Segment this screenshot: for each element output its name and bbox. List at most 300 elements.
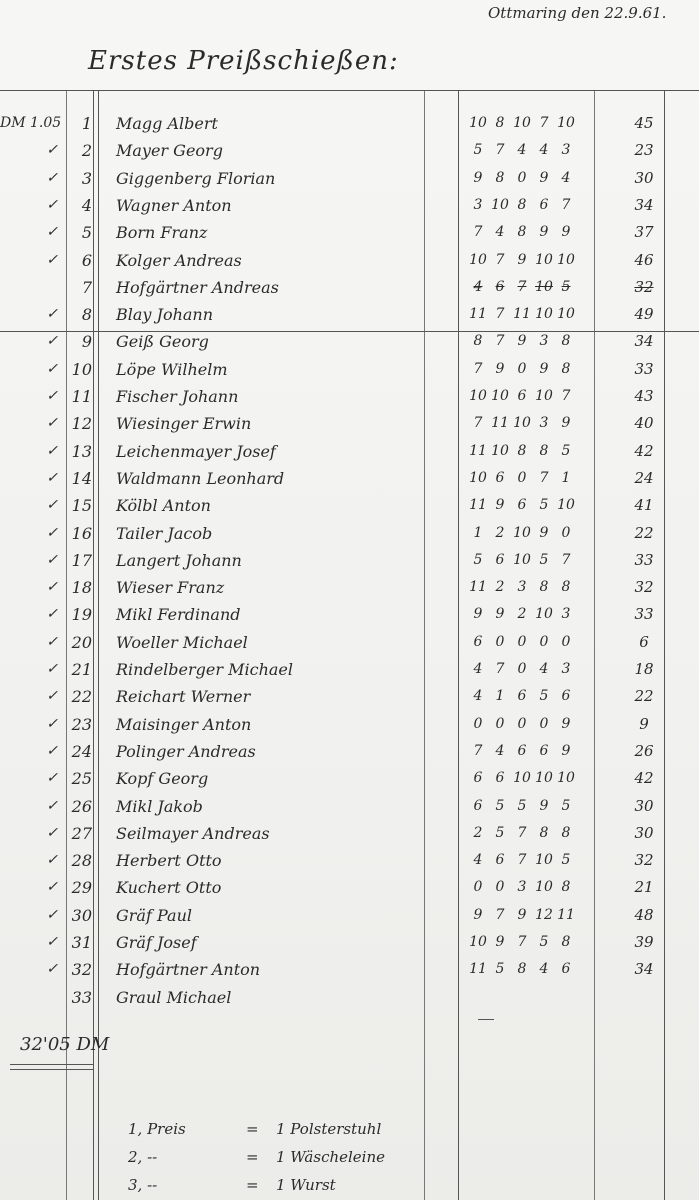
entry-number: 9 bbox=[81, 332, 92, 352]
shot-score: 10 bbox=[513, 415, 531, 432]
entry-number: 25 bbox=[71, 769, 92, 789]
paid-mark: ✓ bbox=[46, 196, 58, 213]
total-score: 33 bbox=[634, 550, 654, 569]
shooter-name: Blay Johann bbox=[116, 305, 214, 325]
shot-score: 10 bbox=[557, 251, 575, 268]
shot-score: 11 bbox=[469, 442, 487, 459]
total-score: 22 bbox=[634, 687, 654, 706]
total-score: 18 bbox=[634, 660, 654, 678]
entry-number: 4 bbox=[81, 195, 92, 215]
shot-score: 4 bbox=[517, 142, 527, 159]
total-score: 42 bbox=[634, 769, 654, 788]
shot-score: 6 bbox=[517, 497, 527, 514]
shooter-name: Hofgärtner Anton bbox=[116, 960, 261, 980]
shot-score: 10 bbox=[513, 551, 531, 568]
shot-score: 10 bbox=[535, 606, 553, 623]
entry-number: 32 bbox=[71, 960, 92, 980]
shot-score: 5 bbox=[561, 278, 571, 295]
shot-score: 8 bbox=[517, 961, 527, 978]
shot-score: 10 bbox=[535, 306, 553, 323]
prize-rank: 3, -- bbox=[128, 1176, 158, 1194]
entry-number: 29 bbox=[71, 878, 92, 898]
total-score: 34 bbox=[634, 195, 654, 214]
shooter-name: Kopf Georg bbox=[116, 769, 209, 789]
shot-score: 10 bbox=[535, 852, 553, 869]
total-score: 30 bbox=[634, 168, 654, 187]
table-row bbox=[0, 219, 699, 246]
shot-score: 2 bbox=[495, 524, 505, 541]
paid-mark: ✓ bbox=[46, 661, 58, 677]
shot-score: 6 bbox=[517, 742, 527, 759]
shot-score: 9 bbox=[517, 251, 527, 268]
shot-score: 4 bbox=[539, 661, 549, 677]
total-underline bbox=[10, 1064, 94, 1065]
shooter-name: Herbert Otto bbox=[116, 851, 222, 871]
shot-score: 2 bbox=[517, 606, 527, 623]
shot-score: 7 bbox=[517, 278, 527, 295]
table-row bbox=[0, 820, 699, 847]
entry-number: 10 bbox=[71, 359, 92, 379]
shot-score: 9 bbox=[473, 606, 483, 623]
shot-score: 7 bbox=[473, 224, 483, 241]
table-row bbox=[0, 247, 699, 274]
shot-score: 10 bbox=[469, 388, 487, 404]
shot-score: 3 bbox=[561, 606, 571, 623]
shot-score: 0 bbox=[517, 661, 527, 677]
shot-score: 0 bbox=[473, 715, 483, 732]
total-score: 40 bbox=[634, 414, 654, 433]
shot-score: 5 bbox=[561, 852, 571, 869]
shot-score: 11 bbox=[513, 306, 531, 323]
shot-score: 7 bbox=[473, 360, 483, 377]
shot-score: 1 bbox=[561, 469, 571, 486]
shot-score: 6 bbox=[495, 551, 505, 568]
shot-score: 0 bbox=[495, 715, 505, 732]
paid-mark: ✓ bbox=[46, 388, 58, 404]
shot-score: 10 bbox=[469, 934, 487, 950]
shot-score: 10 bbox=[535, 770, 553, 787]
shot-score: 0 bbox=[517, 469, 527, 486]
shot-score: 10 bbox=[535, 278, 553, 295]
shooter-name: Born Franz bbox=[116, 223, 208, 243]
shot-score: 10 bbox=[557, 770, 575, 787]
place-date: Ottmaring den 22.9.61. bbox=[488, 4, 667, 22]
shot-score: 3 bbox=[517, 579, 527, 596]
shooter-name: Mikl Ferdinand bbox=[116, 605, 241, 625]
shooter-name: Waldmann Leonhard bbox=[116, 468, 285, 488]
shot-score: 7 bbox=[495, 906, 505, 923]
shooter-name: Gräf Josef bbox=[116, 933, 197, 952]
shot-score: 4 bbox=[473, 688, 483, 705]
entry-number: 15 bbox=[71, 496, 92, 516]
shot-score: 5 bbox=[539, 551, 549, 568]
shot-score: 5 bbox=[495, 824, 505, 841]
shooter-name: Tailer Jacob bbox=[116, 523, 213, 543]
paid-mark: ✓ bbox=[46, 824, 58, 841]
shot-score: 10 bbox=[557, 497, 575, 514]
shot-score: 1 bbox=[473, 524, 483, 541]
paid-mark: ✓ bbox=[46, 606, 58, 623]
shot-score: 10 bbox=[491, 196, 509, 213]
shot-score: 4 bbox=[539, 961, 549, 978]
prize-item: 1 Wurst bbox=[276, 1176, 336, 1194]
shot-score: 11 bbox=[469, 961, 487, 978]
shooter-name: Woeller Michael bbox=[116, 632, 248, 652]
table-row bbox=[0, 520, 699, 547]
prize-equals: = bbox=[246, 1120, 259, 1138]
shooter-name: Kuchert Otto bbox=[116, 878, 222, 898]
paid-mark: ✓ bbox=[46, 497, 58, 514]
total-double-underline bbox=[10, 1069, 94, 1070]
shot-score: 9 bbox=[561, 224, 571, 241]
prize-equals: = bbox=[246, 1148, 259, 1166]
shot-score: 11 bbox=[469, 579, 487, 596]
paid-mark: ✓ bbox=[46, 306, 58, 323]
shooter-name: Langert Johann bbox=[116, 550, 242, 570]
paid-mark: ✓ bbox=[46, 742, 58, 759]
paid-mark: ✓ bbox=[46, 961, 58, 978]
shot-score: 7 bbox=[539, 469, 549, 486]
shooter-name: Geiß Georg bbox=[116, 332, 209, 352]
shooter-name: Giggenberg Florian bbox=[116, 168, 276, 188]
total-score: 41 bbox=[634, 496, 654, 515]
shot-score: 10 bbox=[513, 115, 531, 131]
header-rule bbox=[0, 90, 699, 91]
shooter-name: Graul Michael bbox=[116, 987, 232, 1007]
shot-score: 7 bbox=[495, 251, 505, 268]
shot-score: 0 bbox=[539, 633, 549, 650]
table-row bbox=[0, 765, 699, 792]
table-row bbox=[0, 902, 699, 929]
entry-number: 16 bbox=[71, 523, 92, 543]
table-row bbox=[0, 274, 699, 301]
shot-score: 4 bbox=[473, 661, 483, 677]
shot-score: 6 bbox=[495, 278, 505, 295]
shot-score: 7 bbox=[539, 115, 549, 131]
paid-mark: ✓ bbox=[46, 715, 58, 732]
shot-score: 7 bbox=[495, 661, 505, 677]
shot-score: 8 bbox=[495, 115, 505, 131]
table-row bbox=[0, 847, 699, 874]
shot-score: 7 bbox=[473, 415, 483, 432]
shooter-name: Wiesinger Erwin bbox=[116, 414, 252, 434]
table-row bbox=[0, 356, 699, 383]
shooter-name: Hofgärtner Andreas bbox=[116, 277, 279, 297]
total-score: 33 bbox=[634, 359, 654, 378]
shot-score: 10 bbox=[469, 469, 487, 486]
shot-score: 3 bbox=[539, 415, 549, 432]
total-score: 45 bbox=[634, 114, 654, 132]
shot-score: 8 bbox=[561, 934, 571, 950]
table-row bbox=[0, 465, 699, 492]
shot-score: 0 bbox=[517, 715, 527, 732]
total-score: 33 bbox=[634, 605, 654, 624]
shot-score: 6 bbox=[539, 196, 549, 213]
table-row bbox=[0, 956, 699, 983]
table-row bbox=[0, 438, 699, 465]
shot-score: 2 bbox=[473, 824, 483, 841]
shot-score: 4 bbox=[495, 224, 505, 241]
total-score: 24 bbox=[634, 468, 654, 487]
total-score: 30 bbox=[634, 796, 654, 815]
shot-score: 10 bbox=[491, 442, 509, 459]
shot-score: 9 bbox=[561, 415, 571, 432]
shot-score: 10 bbox=[513, 524, 531, 541]
table-row bbox=[0, 492, 699, 519]
shot-score: 8 bbox=[473, 333, 483, 350]
entry-number: 3 bbox=[81, 168, 92, 188]
table-row bbox=[0, 301, 699, 328]
shooter-name: Kolger Andreas bbox=[116, 250, 242, 270]
shot-score: 6 bbox=[561, 688, 571, 705]
entry-number: 8 bbox=[81, 305, 92, 325]
shot-score: 6 bbox=[495, 852, 505, 869]
shot-score: 4 bbox=[539, 142, 549, 159]
shot-score: 5 bbox=[539, 934, 549, 950]
paid-mark: ✓ bbox=[46, 360, 58, 377]
paid-mark: ✓ bbox=[46, 169, 58, 186]
shot-score: 5 bbox=[539, 688, 549, 705]
total-score: 43 bbox=[634, 387, 654, 405]
paid-mark: ✓ bbox=[46, 333, 58, 350]
table-row bbox=[0, 656, 699, 683]
paid-mark: ✓ bbox=[46, 797, 58, 814]
shot-score: 8 bbox=[561, 579, 571, 596]
shooter-name: Seilmayer Andreas bbox=[116, 823, 270, 843]
shot-score: 6 bbox=[517, 388, 527, 404]
page-title: Erstes Preißschießen: bbox=[88, 46, 399, 76]
shot-score: 9 bbox=[495, 934, 505, 950]
entry-number: 17 bbox=[71, 550, 92, 570]
paid-mark: ✓ bbox=[46, 524, 58, 541]
shooter-name: Fischer Johann bbox=[116, 387, 239, 406]
table-row bbox=[0, 410, 699, 437]
shooter-name: Mikl Jakob bbox=[116, 796, 203, 816]
shot-score: 6 bbox=[561, 961, 571, 978]
shot-score: 0 bbox=[561, 524, 571, 541]
shot-score: 9 bbox=[495, 497, 505, 514]
table-row bbox=[0, 110, 699, 137]
shot-score: 10 bbox=[535, 879, 553, 896]
prize-item: 1 Wäscheleine bbox=[276, 1148, 386, 1166]
shot-score: 7 bbox=[517, 934, 527, 950]
shot-score: 8 bbox=[495, 169, 505, 186]
entry-number: 28 bbox=[71, 851, 92, 871]
shot-score: 8 bbox=[561, 333, 571, 350]
entry-number: 22 bbox=[71, 687, 92, 707]
shot-score: 9 bbox=[539, 224, 549, 241]
entry-number: 5 bbox=[81, 223, 92, 243]
shooter-name: Reichart Werner bbox=[116, 687, 251, 707]
shot-score: 8 bbox=[539, 442, 549, 459]
entry-number: 27 bbox=[71, 823, 92, 843]
table-row bbox=[0, 711, 699, 738]
shot-score: 9 bbox=[473, 169, 483, 186]
entry-number: 1 bbox=[81, 114, 92, 133]
entry-number: 12 bbox=[71, 414, 92, 434]
table-row bbox=[0, 683, 699, 710]
shot-score: 0 bbox=[517, 360, 527, 377]
shot-score: 6 bbox=[473, 633, 483, 650]
shot-score: 7 bbox=[495, 142, 505, 159]
total-score: 6 bbox=[639, 632, 649, 651]
paid-mark: ✓ bbox=[46, 142, 58, 159]
shot-score: 3 bbox=[561, 142, 571, 159]
shot-score: 7 bbox=[517, 852, 527, 869]
shooter-name: Wieser Franz bbox=[116, 578, 225, 598]
table-row bbox=[0, 192, 699, 219]
shooter-name: Magg Albert bbox=[116, 114, 218, 133]
shot-score: 8 bbox=[539, 579, 549, 596]
shooter-name: Gräf Paul bbox=[116, 905, 192, 925]
entry-number: 18 bbox=[71, 578, 92, 598]
table-row bbox=[0, 874, 699, 901]
paid-mark: ✓ bbox=[46, 415, 58, 432]
shot-score: 10 bbox=[557, 115, 575, 131]
shot-score: 6 bbox=[495, 469, 505, 486]
entry-number: 20 bbox=[71, 632, 92, 652]
table-row bbox=[0, 601, 699, 628]
paid-mark: ✓ bbox=[46, 251, 58, 268]
prize-item: 1 Polsterstuhl bbox=[276, 1120, 382, 1138]
total-score: 21 bbox=[634, 878, 654, 897]
total-score: 23 bbox=[634, 141, 654, 160]
shooter-name: Löpe Wilhelm bbox=[116, 359, 228, 379]
paid-mark: ✓ bbox=[46, 688, 58, 705]
total-score: 34 bbox=[634, 960, 654, 979]
shot-score: 9 bbox=[539, 797, 549, 814]
shot-score: 8 bbox=[561, 879, 571, 896]
table-row bbox=[0, 137, 699, 164]
total-score: 42 bbox=[634, 441, 654, 460]
shot-score: 5 bbox=[561, 442, 571, 459]
shot-score: 5 bbox=[495, 797, 505, 814]
total-score: 26 bbox=[634, 741, 654, 760]
paid-mark: ✓ bbox=[46, 579, 58, 596]
shot-score: 3 bbox=[561, 661, 571, 677]
shot-score: 8 bbox=[539, 824, 549, 841]
shot-score: 0 bbox=[495, 633, 505, 650]
total-score: 32 bbox=[634, 578, 654, 597]
shooter-name: Leichenmayer Josef bbox=[116, 441, 276, 461]
shot-score: 1 bbox=[495, 688, 505, 705]
shot-score: 11 bbox=[557, 906, 575, 923]
shot-score: 9 bbox=[517, 906, 527, 923]
shot-score: 6 bbox=[473, 797, 483, 814]
shot-score: 9 bbox=[561, 742, 571, 759]
paid-mark: ✓ bbox=[46, 224, 58, 241]
total-score: 9 bbox=[639, 714, 649, 733]
shot-score: 9 bbox=[517, 333, 527, 350]
entry-number: 24 bbox=[71, 741, 92, 761]
shot-score: 7 bbox=[561, 551, 571, 568]
total-score: 30 bbox=[634, 823, 654, 842]
shot-score: 8 bbox=[517, 224, 527, 241]
shot-score: 9 bbox=[473, 906, 483, 923]
shot-score: 7 bbox=[495, 306, 505, 323]
paid-mark: ✓ bbox=[46, 469, 58, 486]
total-score: 22 bbox=[634, 523, 654, 542]
paid-mark: ✓ bbox=[46, 442, 58, 459]
entry-number: 7 bbox=[81, 277, 92, 297]
total-score: 32 bbox=[634, 277, 654, 296]
entry-number: 21 bbox=[71, 660, 92, 679]
total-score: 49 bbox=[634, 305, 654, 324]
entry-number: 33 bbox=[71, 987, 92, 1007]
table-row bbox=[0, 383, 699, 410]
entry-number: 14 bbox=[71, 468, 92, 488]
shot-score: 10 bbox=[469, 251, 487, 268]
shooter-name: Rindelberger Michael bbox=[116, 660, 293, 679]
shot-score: 9 bbox=[539, 524, 549, 541]
shot-score: 0 bbox=[517, 169, 527, 186]
shooter-name: Polinger Andreas bbox=[116, 741, 256, 761]
shot-score: 9 bbox=[561, 715, 571, 732]
entry-number: 11 bbox=[71, 387, 92, 406]
total-score: 46 bbox=[634, 250, 654, 269]
shot-score: 4 bbox=[561, 169, 571, 186]
paid-mark: ✓ bbox=[46, 879, 58, 896]
table-row bbox=[0, 547, 699, 574]
prize-rank: 2, -- bbox=[128, 1148, 158, 1166]
shot-score: 5 bbox=[473, 551, 483, 568]
entry-number: 13 bbox=[71, 441, 92, 461]
shot-score: 6 bbox=[473, 770, 483, 787]
shooter-name: Kölbl Anton bbox=[116, 496, 211, 516]
shot-score: 10 bbox=[513, 770, 531, 787]
entry-number: 19 bbox=[71, 605, 92, 625]
shot-score: 10 bbox=[535, 388, 553, 404]
paid-mark: DM 1.05 bbox=[0, 115, 62, 131]
shot-score: 4 bbox=[495, 742, 505, 759]
total-score: 32 bbox=[634, 851, 654, 870]
shot-score: 0 bbox=[517, 633, 527, 650]
shot-score: 9 bbox=[495, 360, 505, 377]
shot-score: 5 bbox=[517, 797, 527, 814]
entry-number: 26 bbox=[71, 796, 92, 816]
shot-score: 9 bbox=[539, 360, 549, 377]
shot-score: 9 bbox=[539, 169, 549, 186]
shot-score: 2 bbox=[495, 579, 505, 596]
shot-score: 7 bbox=[561, 388, 571, 404]
shot-score: 4 bbox=[473, 278, 483, 295]
shot-score: 6 bbox=[539, 742, 549, 759]
shot-score: 7 bbox=[517, 824, 527, 841]
shot-score: 10 bbox=[557, 306, 575, 323]
table-row bbox=[0, 984, 699, 1011]
table-row bbox=[0, 328, 699, 355]
shot-score: 12 bbox=[535, 906, 553, 923]
shot-score: 5 bbox=[561, 797, 571, 814]
shot-score: 8 bbox=[561, 360, 571, 377]
shot-score: 10 bbox=[535, 251, 553, 268]
entry-number: 30 bbox=[71, 905, 92, 925]
row-33-dash bbox=[478, 1019, 494, 1020]
prize-rank: 1, Preis bbox=[128, 1120, 186, 1138]
shot-score: 3 bbox=[517, 879, 527, 896]
shot-score: 0 bbox=[495, 879, 505, 896]
shot-score: 5 bbox=[539, 497, 549, 514]
shot-score: 11 bbox=[469, 306, 487, 323]
table-row bbox=[0, 165, 699, 192]
prize-equals: = bbox=[246, 1176, 259, 1194]
shot-score: 11 bbox=[469, 497, 487, 514]
table-row bbox=[0, 738, 699, 765]
shot-score: 7 bbox=[495, 333, 505, 350]
entry-number: 23 bbox=[71, 714, 92, 734]
paid-mark: ✓ bbox=[46, 852, 58, 869]
shot-score: 7 bbox=[561, 196, 571, 213]
